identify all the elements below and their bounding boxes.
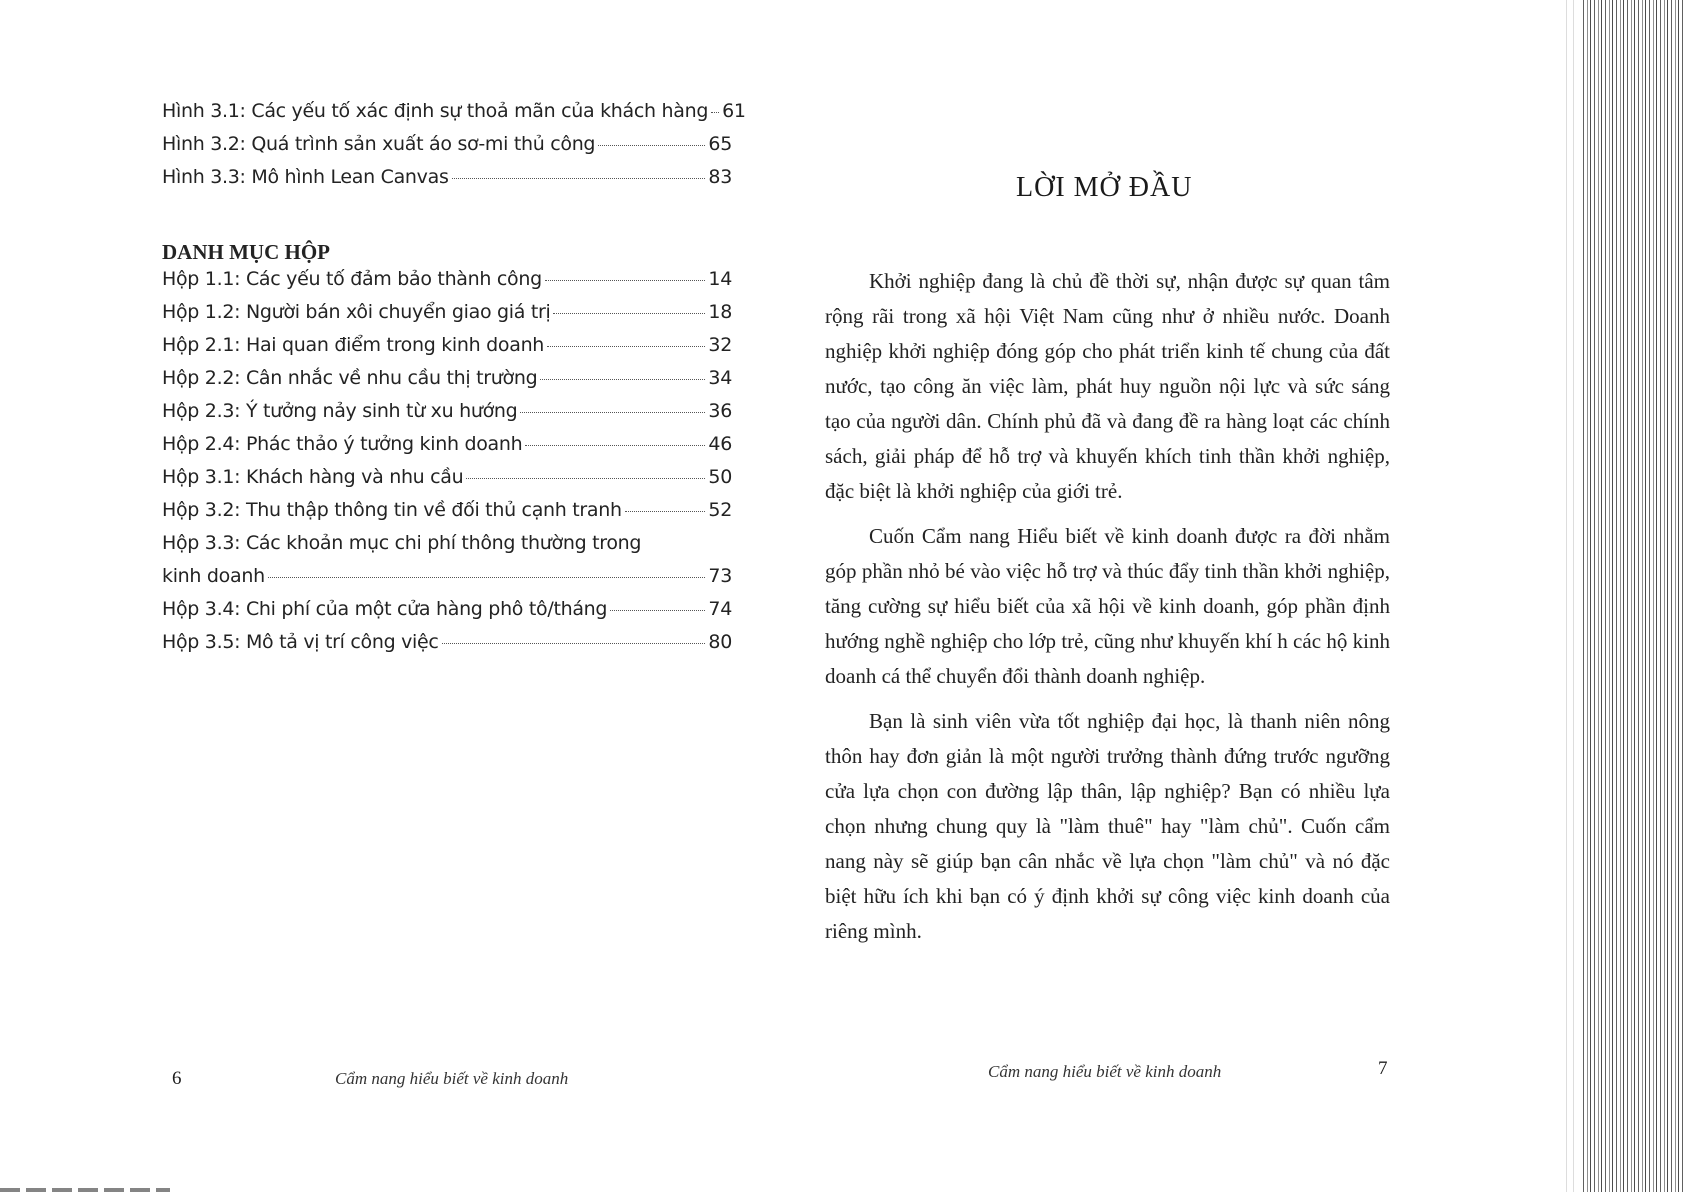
toc-entry (162, 268, 732, 301)
toc-entry (162, 166, 732, 199)
toc-entry-page: 65 (708, 133, 732, 155)
left-page (0, 0, 800, 1192)
toc-entry-first-line (162, 532, 732, 565)
preface-body (825, 264, 1390, 959)
toc-entry-label: Hộp 2.2: Cân nhắc về nhu cầu thị trường (162, 367, 538, 389)
toc-entry-label: Hình 3.3: Mô hình Lean Canvas (162, 166, 449, 188)
figure-list (162, 100, 746, 199)
toc-entry-page: 14 (708, 268, 732, 290)
toc-entry-page: 18 (708, 301, 732, 323)
toc-entry-label: Hộp 3.5: Mô tả vị trí công việc (162, 631, 439, 653)
dot-leader (452, 178, 706, 179)
toc-entry-label: Hộp 1.1: Các yếu tố đảm bảo thành công (162, 268, 542, 290)
dot-leader (610, 610, 705, 611)
toc-entry (162, 499, 732, 532)
dot-leader (525, 445, 705, 446)
toc-entry-label: Hộp 2.4: Phác thảo ý tưởng kinh doanh (162, 433, 523, 455)
toc-entry-page: 74 (708, 598, 732, 620)
dot-leader (547, 346, 705, 347)
page-number: 7 (1378, 1058, 1388, 1079)
toc-entry-label: Hộp 3.4: Chi phí của một cửa hàng phô tô/tháng (162, 598, 608, 620)
toc-entry-label: kinh doanh (162, 565, 265, 587)
dot-leader (520, 412, 705, 413)
toc-entry (162, 565, 732, 598)
dot-leader (553, 313, 705, 314)
section-heading: DANH MỤC HỘP (162, 240, 330, 264)
toc-entry (162, 100, 746, 133)
toc-entry-label: Hộp 2.1: Hai quan điểm trong kinh doanh (162, 334, 545, 356)
toc-entry-page: 36 (708, 400, 732, 422)
toc-entry (162, 433, 732, 466)
toc-entry (162, 334, 732, 367)
toc-entry-page: 34 (708, 367, 732, 389)
running-footer-title: Cẩm nang hiểu biết về kinh doanh (988, 1062, 1222, 1081)
box-list (162, 236, 732, 664)
scan-edge-artifact (1560, 0, 1580, 1192)
paragraph: Khởi nghiệp đang là chủ đề thời sự, nhận được sự quan tâm rộng rãi trong xã hội Việt Nam cũng như ở nhiều nước. Doanh nghiệp khởi nghiệp đóng góp cho phát triển kinh tế chung của đất nước, tạo công ăn việc làm, phát huy nguồn nội lực và sức sáng tạo của người dân. Chính phủ đã và đang đề ra hàng loạt các chính sách, giải pháp để hỗ trợ và khuyến khích tinh thần khởi nghiệp, đặc biệt là khởi nghiệp của giới trẻ. (825, 269, 1390, 503)
dot-leader (545, 280, 706, 281)
toc-entry-page: 73 (708, 565, 732, 587)
toc-entry-page: 83 (708, 166, 732, 188)
toc-entry (162, 400, 732, 433)
dot-leader (442, 643, 706, 644)
toc-entry-page: 50 (708, 466, 732, 488)
paragraph: Cuốn Cẩm nang Hiểu biết về kinh doanh được ra đời nhằm góp phần nhỏ bé vào việc hỗ trợ và thúc đẩy tinh thần khởi nghiệp, tăng cường sự hiểu biết của xã hội về kinh doanh, góp phần định hướng nghề nghiệp cho lớp trẻ, cũng như khuyến khí h các hộ kinh doanh cá thể chuyển đổi thành doanh nghiệp. (825, 524, 1390, 688)
running-footer-title: Cẩm nang hiểu biết về kinh doanh (335, 1069, 569, 1088)
dot-leader (268, 577, 706, 578)
toc-entry (162, 367, 732, 400)
dot-leader (598, 145, 705, 146)
dot-leader (466, 478, 705, 479)
scan-bottom-artifact (0, 1188, 170, 1192)
toc-entry (162, 598, 732, 631)
toc-entry-page: 32 (708, 334, 732, 356)
page-number: 6 (172, 1068, 182, 1089)
toc-entry-label: Hộp 3.2: Thu thập thông tin về đối thủ cạnh tranh (162, 499, 622, 521)
toc-entry (162, 631, 732, 664)
dot-leader (711, 112, 719, 113)
toc-entry-page: 46 (708, 433, 732, 455)
toc-entry-label: Hộp 3.1: Khách hàng và nhu cầu (162, 466, 464, 488)
dot-leader (540, 379, 705, 380)
toc-entry (162, 301, 732, 334)
toc-entry-page: 61 (722, 100, 746, 122)
toc-entry-label: Hộp 3.3: Các khoản mục chi phí thông thường trong (162, 532, 642, 554)
dot-leader (625, 511, 706, 512)
toc-entry-label: Hộp 1.2: Người bán xôi chuyển giao giá trị (162, 301, 551, 323)
toc-entry-page: 80 (708, 631, 732, 653)
scan-edge-artifact (1580, 0, 1685, 1192)
toc-entry-label: Hộp 2.3: Ý tưởng nảy sinh từ xu hướng (162, 400, 518, 422)
page-title: LỜI MỞ ĐẦU (1016, 172, 1193, 203)
toc-entry-label: Hình 3.1: Các yếu tố xác định sự thoả mãn của khách hàng (162, 100, 709, 122)
toc-entry (162, 133, 732, 166)
toc-entry (162, 466, 732, 499)
toc-entry-label: Hình 3.2: Quá trình sản xuất áo sơ-mi thủ công (162, 133, 596, 155)
paragraph: Bạn là sinh viên vừa tốt nghiệp đại học, là thanh niên nông thôn hay đơn giản là một người trưởng thành đứng trước ngưỡng cửa lựa chọn con đường lập thân, lập nghiệp? Bạn có nhiều lựa chọn nhưng chung quy là "làm thuê" hay "làm chủ". Cuốn cẩm nang này sẽ giúp bạn cân nhắc về lựa chọn "làm chủ" và nó đặc biệt hữu ích khi bạn có ý định khởi sự công việc kinh doanh của riêng mình. (825, 709, 1390, 943)
toc-entry-page: 52 (708, 499, 732, 521)
